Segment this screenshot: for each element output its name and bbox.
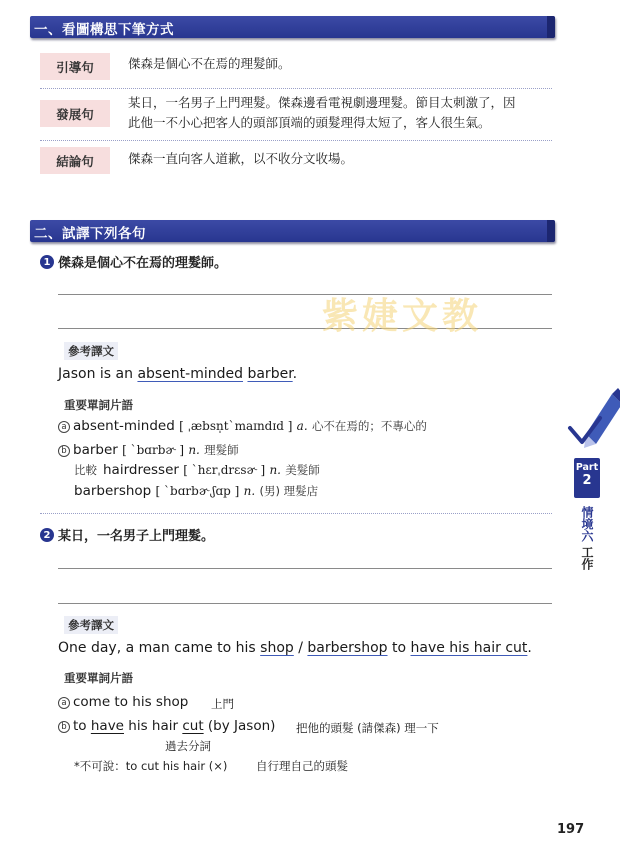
- outline-row-intro: [40, 50, 552, 84]
- reference-translation-label: 參考譯文: [64, 342, 118, 360]
- section1-header: [30, 16, 555, 38]
- vocab-item-a: a come to his shop: [58, 694, 188, 710]
- vocab-compare-barbershop: barbershop [ ˋbɑrbɚˌʃɑp ] n. (男) 理髮店: [74, 483, 319, 499]
- vocab-item-a: a absent-minded [ ˌæbsn̩tˋmaɪndɪd ] a. 心不在焉的；不專心的: [58, 418, 427, 434]
- row-text: 傑森一直向客人道歉，以不收分文收場。: [128, 151, 354, 166]
- answer-line: [58, 568, 552, 569]
- q1-answer: Jason is an absent-minded barber.: [58, 366, 298, 382]
- vocab-b-meaning: 把他的頭髮 (請傑森) 理一下: [296, 721, 439, 735]
- vocab-a-meaning: 上門: [211, 697, 234, 711]
- part-number: 2: [582, 473, 592, 488]
- row-text: 傑森是個心不在焉的理髮師。: [128, 56, 291, 71]
- tag-conclusion: 結論句: [40, 147, 110, 174]
- page-number: 197: [557, 822, 585, 837]
- reference-translation-label: 參考譯文: [64, 616, 118, 634]
- question-number-1: 1: [40, 255, 54, 269]
- tag-development: 發展句: [40, 100, 110, 127]
- outline-row-conclusion: [40, 140, 552, 178]
- part-badge: [574, 458, 600, 498]
- key-vocab-label: 重要單詞片語: [64, 671, 133, 685]
- question-number-2: 2: [40, 528, 54, 542]
- answer-line: [58, 603, 552, 604]
- question-2-prompt: 某日，一名男子上門理髮。: [58, 529, 215, 544]
- key-vocab-label: 重要單詞片語: [64, 398, 133, 412]
- row-text: 此他一不小心把客人的頭部頂端的頭髮理得太短了，客人很生氣。: [128, 115, 491, 130]
- topic-label: 工作: [580, 546, 594, 570]
- watermark: 紫婕文教: [322, 296, 483, 337]
- warning-note-meaning: 自行理自己的頭髮: [256, 759, 348, 773]
- section2-title: 二、試譯下列各句: [34, 226, 146, 242]
- section2-header: [30, 220, 555, 242]
- outline-row-development: [40, 88, 552, 138]
- part-label: Part: [575, 462, 599, 473]
- past-participle-note: 過去分詞: [165, 739, 211, 753]
- vocab-compare-hairdresser: 比較 hairdresser [ ˋhɛrˌdrɛsɚ ] n. 美髮師: [74, 462, 320, 478]
- tag-intro: 引導句: [40, 53, 110, 80]
- section1-title: 一、看圖構思下筆方式: [34, 22, 174, 38]
- warning-note: *不可說：to cut his hair (×): [74, 759, 228, 773]
- vocab-item-b: b to have his hair cut (by Jason): [58, 718, 275, 734]
- divider: [40, 513, 552, 514]
- pen-check-icon: [566, 388, 620, 454]
- question-1-prompt: 傑森是個心不在焉的理髮師。: [58, 256, 228, 271]
- header-end-cap: [547, 220, 555, 242]
- situation-label: 情境六: [580, 506, 594, 542]
- q2-answer: One day, a man came to his shop / barbershop to have his hair cut.: [58, 640, 532, 656]
- row-text: 某日，一名男子上門理髮。傑森邊看電視劇邊理髮。節目太刺激了，因: [128, 95, 516, 110]
- vocab-item-b: b barber [ ˋbɑrbɚ ] n. 理髮師: [58, 442, 239, 458]
- side-tab: [574, 458, 600, 570]
- header-end-cap: [547, 16, 555, 38]
